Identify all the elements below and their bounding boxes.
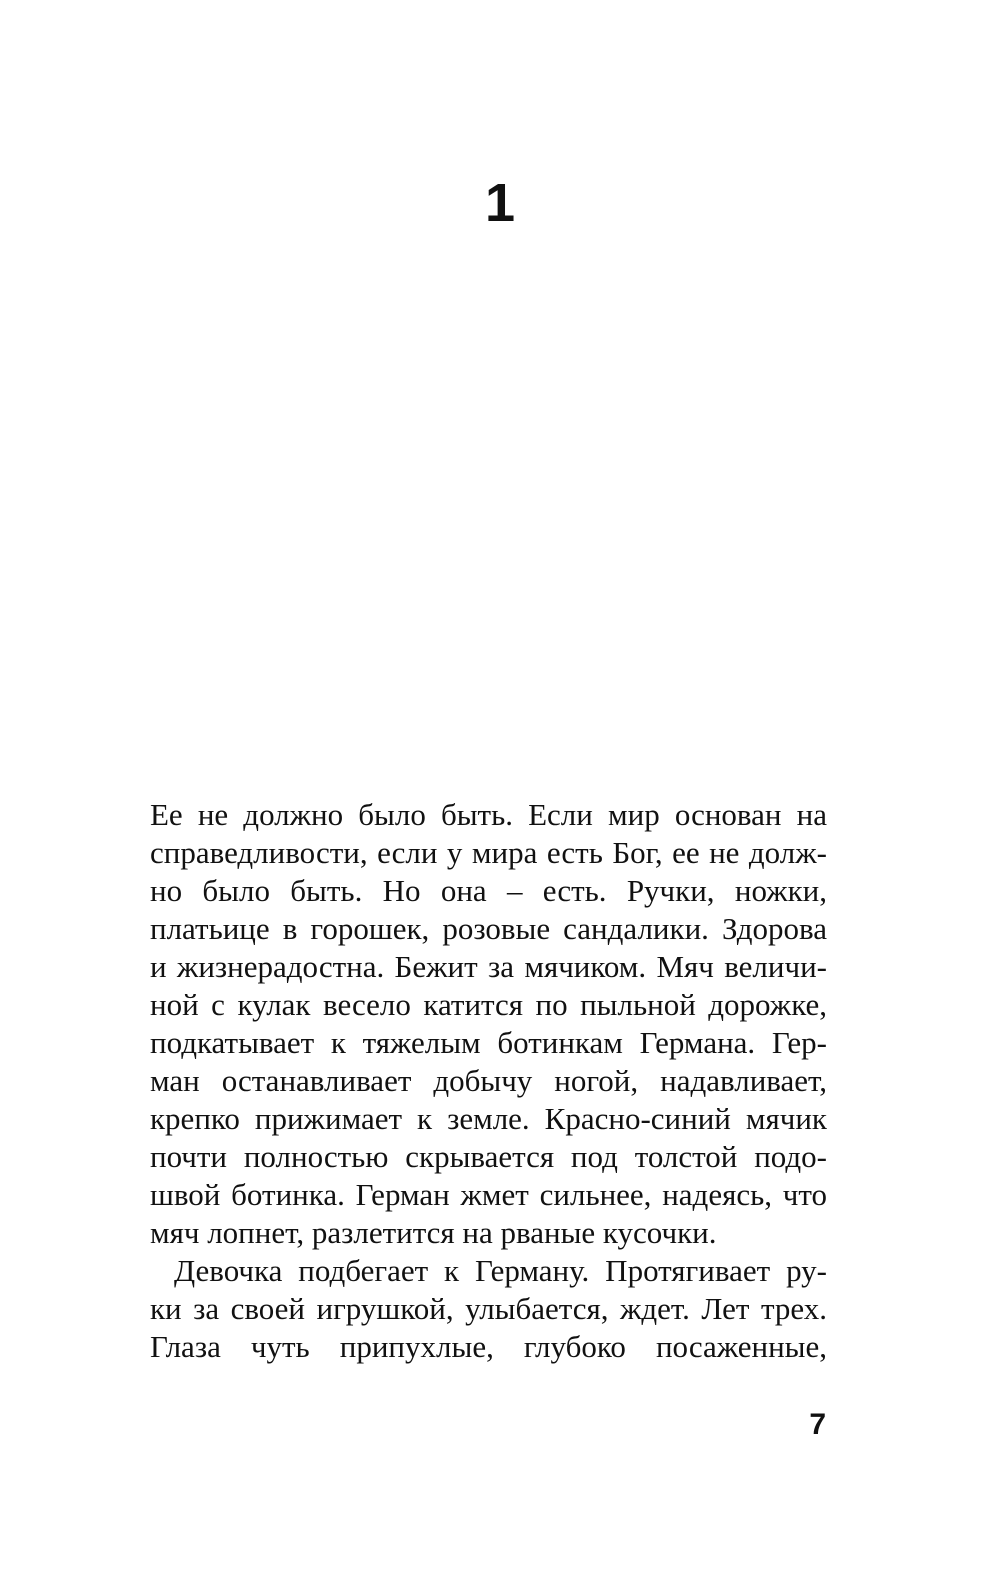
- text-line: справедливости, если у мира есть Бог, ее не долж-: [150, 835, 827, 870]
- text-line: крепко прижимает к земле. Красно-синий мячик: [150, 1101, 827, 1136]
- text-line: подкатывает к тяжелым ботинкам Германа. Гер-: [150, 1025, 827, 1060]
- text-line: ной с кулак весело катится по пыльной дорожке,: [150, 987, 827, 1022]
- text-line: ман останавливает добычу ногой, надавливает,: [150, 1063, 827, 1098]
- paragraph: [150, 1252, 827, 1366]
- text-line: Ее не должно было быть. Если мир основан на: [150, 797, 827, 832]
- text-line: но было быть. Но она – есть. Ручки, ножки,: [150, 873, 827, 908]
- paragraph: [150, 796, 827, 1252]
- text-line: платьице в горошек, розовые сандалики. Здорова: [150, 911, 827, 946]
- chapter-number: 1: [484, 173, 516, 233]
- body-text: [150, 796, 827, 1366]
- text-line: ки за своей игрушкой, улыбается, ждет. Лет трех.: [150, 1291, 827, 1326]
- text-line: мяч лопнет, разлетится на рваные кусочки.: [150, 1215, 717, 1250]
- text-line: швой ботинка. Герман жмет сильнее, надеясь, что: [150, 1177, 827, 1212]
- page-number: 7: [809, 1408, 826, 1441]
- text-line: Девочка подбегает к Герману. Протягивает ру-: [174, 1253, 827, 1288]
- text-line: почти полностью скрывается под толстой подо-: [150, 1139, 827, 1174]
- text-line: Глаза чуть припухлые, глубоко посаженные,: [150, 1329, 827, 1364]
- text-line: и жизнерадостна. Бежит за мячиком. Мяч величи-: [150, 949, 827, 984]
